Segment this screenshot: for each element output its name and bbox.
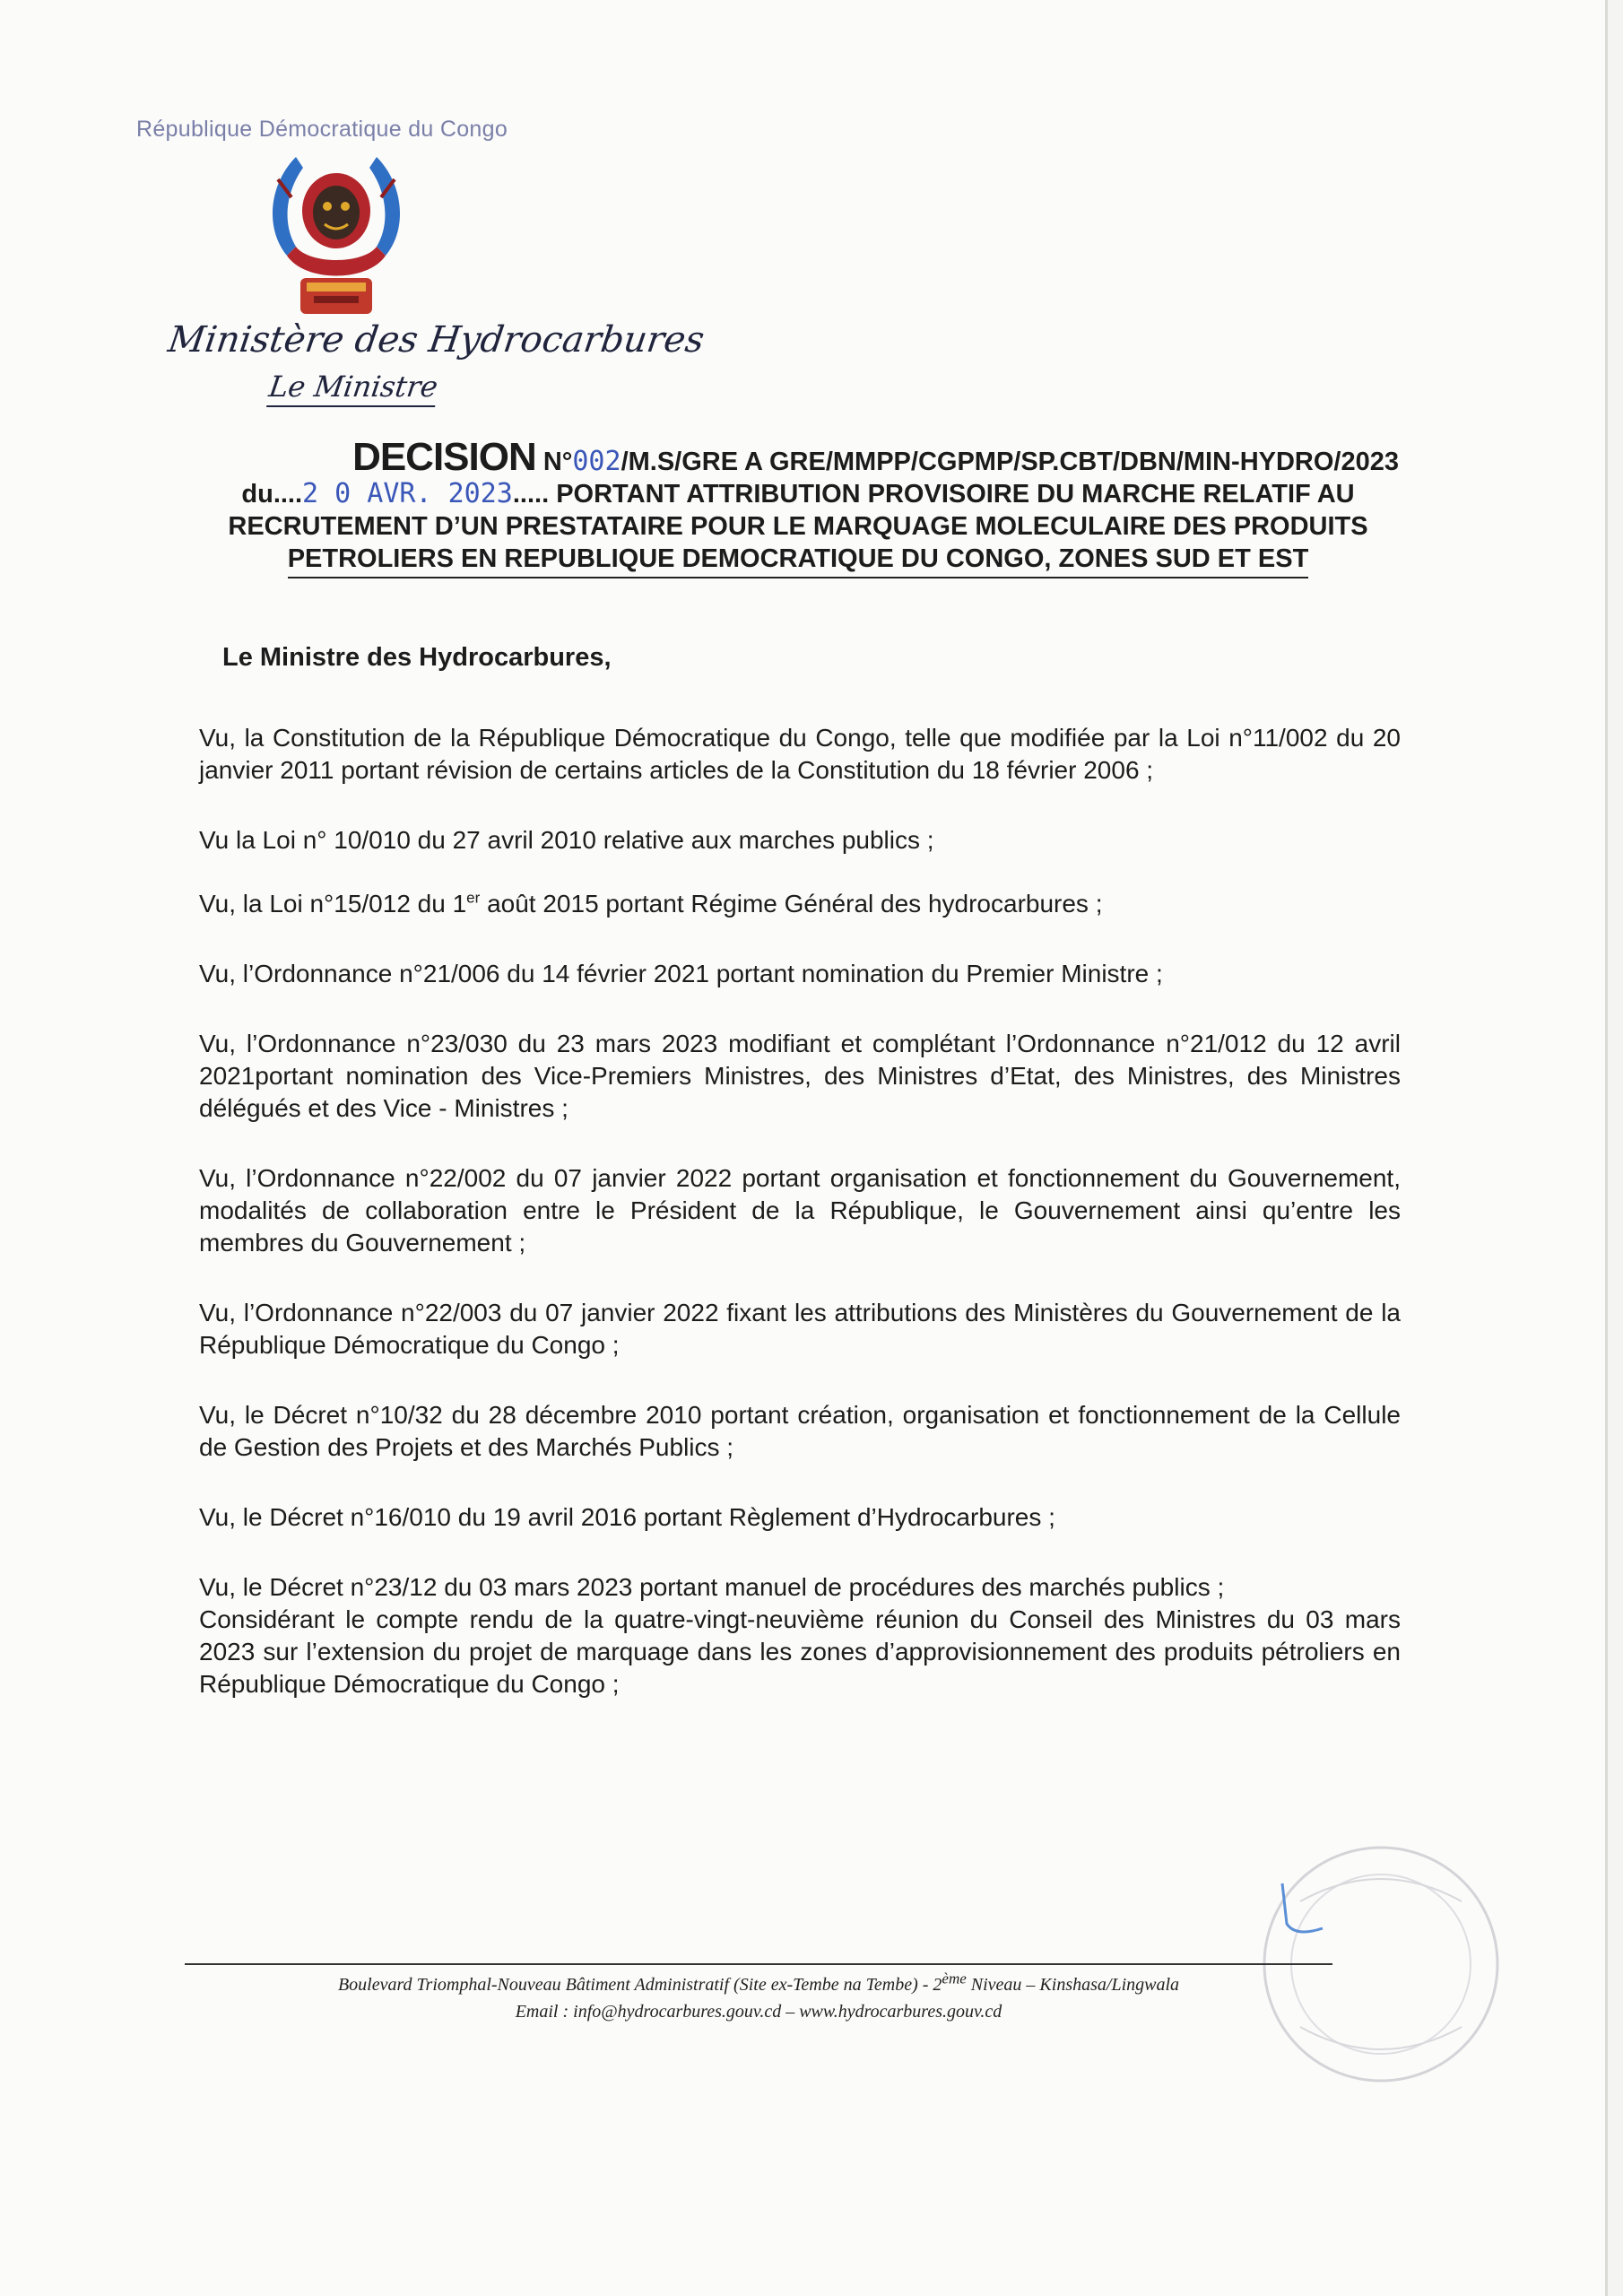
decision-title: [197, 435, 1399, 578]
footer-divider: [185, 1963, 1332, 1965]
minister-signature-script: Le Ministre: [266, 370, 440, 407]
decision-title-part2: RECRUTEMENT D’UN PRESTATAIRE POUR LE MARQUAGE MOLECULAIRE DES PRODUITS: [228, 512, 1368, 541]
coat-of-arms-emblem: [260, 148, 412, 327]
decision-reference: /M.S/GRE A GRE/MMPP/CGPMP/SP.CBT/DBN/MIN-HYDRO/2023: [621, 448, 1399, 476]
footer-address-line: Boulevard Triomphal-Nouveau Bâtiment Administratif (Site ex-Tembe na Tembe) - 2ème Niveau – Kinshasa/Lingwala: [337, 1970, 1180, 1995]
decision-du-label: du: [241, 480, 273, 509]
paragraph-decret-10-32: Vu, le Décret n°10/32 du 28 décembre 2010 portant création, organisation et fonctionnement de la Cellule de Gestion des Projets et des Marchés Publics ;: [199, 1401, 1401, 1461]
decision-title-part1: PORTANT ATTRIBUTION PROVISOIRE DU MARCHE RELATIF AU: [556, 480, 1355, 509]
paragraph-constitution: Vu, la Constitution de la République Démocratique du Congo, telle que modifiée par la Loi n°11/002 du 20 janvier 2011 portant révision de certains articles de la Constitution du 18 février 2006 ;: [199, 724, 1401, 784]
paragraph-loi-10-010: Vu la Loi n° 10/010 du 27 avril 2010 relative aux marches publics ;: [199, 826, 934, 854]
decision-label: DECISION: [352, 435, 536, 479]
decision-date-line: du....2 0 AVR. 2023..... PORTANT ATTRIBUTION PROVISOIRE DU MARCHE RELATIF AU: [241, 478, 1355, 509]
salutation: Le Ministre des Hydrocarbures,: [222, 643, 612, 672]
letterhead-country: République Démocratique du Congo: [136, 117, 508, 142]
decision-title-part3: PETROLIERS EN REPUBLIQUE DEMOCRATIQUE DU CONGO, ZONES SUD ET EST: [288, 543, 1309, 578]
footer-address: [185, 1971, 1332, 2025]
decision-number-line: [197, 435, 1399, 479]
decision-date-handwritten: 2 0 AVR. 2023: [302, 478, 513, 509]
footer-contact-line: Email : info@hydrocarbures.gouv.cd – www.hydrocarbures.gouv.cd: [515, 2002, 1002, 2022]
decision-number-prefix: N°: [542, 448, 573, 476]
decision-number-handwritten: 002: [572, 446, 621, 477]
paragraph-ordonnance-22-003: Vu, l’Ordonnance n°22/003 du 07 janvier 2022 fixant les attributions des Ministères du Gouvernement de la République Démocratique du Congo ;: [199, 1299, 1401, 1359]
paragraph-ordonnance-21-006: Vu, l’Ordonnance n°21/006 du 14 février 2021 portant nomination du Premier Ministre ;: [199, 960, 1163, 987]
paragraph-ordonnance-22-002: Vu, l’Ordonnance n°22/002 du 07 janvier 2022 portant organisation et fonctionnement du Gouvernement, modalités de collaboration entre le Président de la République, le Gouvernement ainsi qu’entre les membres du Gouvernement ;: [199, 1164, 1401, 1257]
paragraph-loi-15-012: Vu, la Loi n°15/012 du 1er août 2015 portant Régime Général des hydrocarbures ;: [199, 889, 1103, 918]
paragraph-considerant: Considérant le compte rendu de la quatre-vingt-neuvième réunion du Conseil des Ministres du 03 mars 2023 sur l’extension du projet de marquage dans les zones d’approvisionnement des produits pétroliers en République Démocratique du Congo ;: [199, 1605, 1401, 1698]
paragraph-decret-23-12: Vu, le Décret n°23/12 du 03 mars 2023 portant manuel de procédures des marchés publics ;: [199, 1573, 1225, 1601]
paragraph-decret-16-010: Vu, le Décret n°16/010 du 19 avril 2016 portant Règlement d’Hydrocarbures ;: [199, 1503, 1055, 1531]
ministry-signature-script: Ministère des Hydrocarbures: [165, 319, 707, 361]
paragraph-ordonnance-23-030: Vu, l’Ordonnance n°23/030 du 23 mars 2023 modifiant et complétant l’Ordonnance n°21/012 du 12 avril 2021portant nomination des Vice-Premiers Ministres, des Ministres d’Etat, des Ministres, des Ministres délégués et des Vice - Ministres ;: [199, 1030, 1401, 1122]
document-body: [199, 722, 1401, 1700]
